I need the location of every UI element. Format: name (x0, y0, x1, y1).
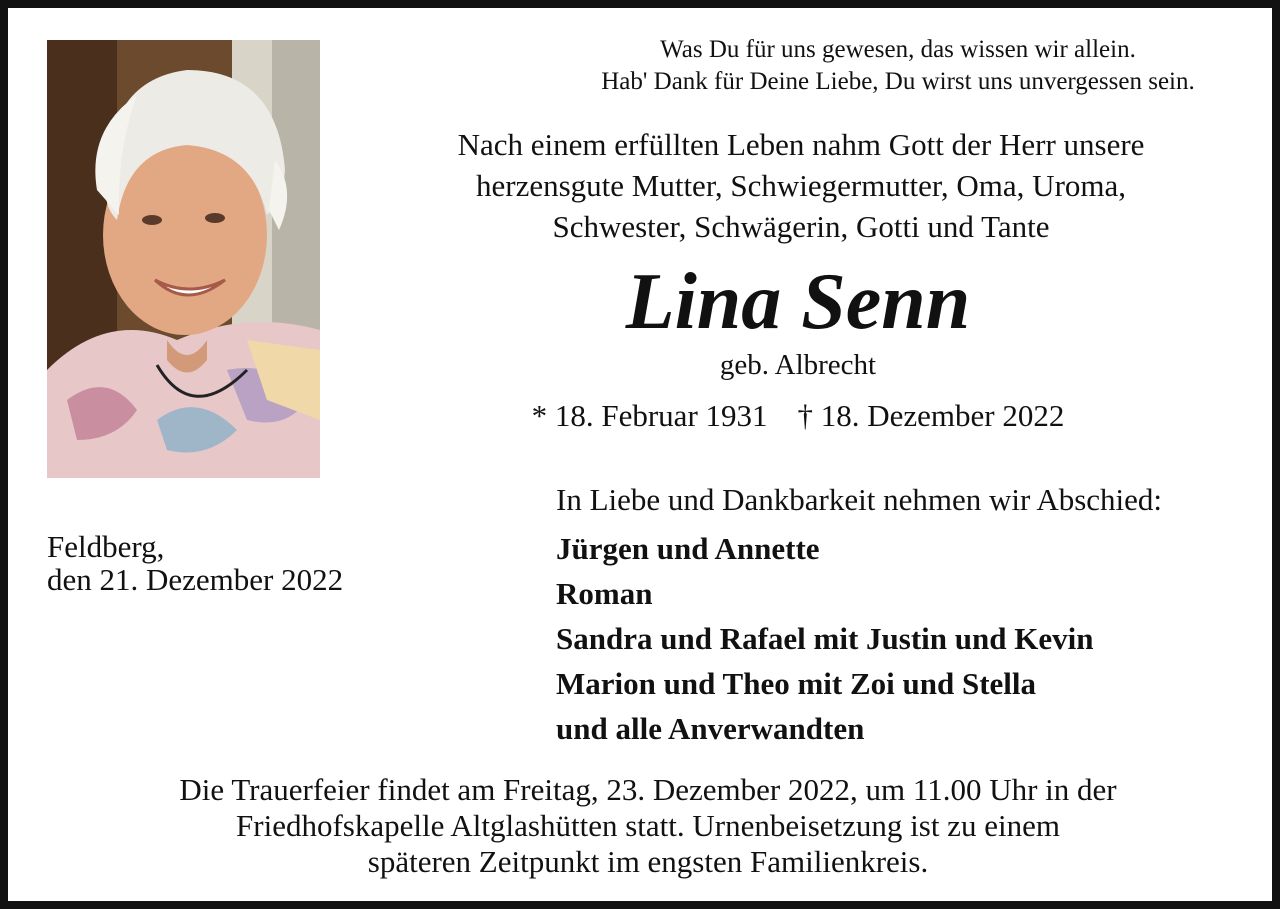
mourner-entry: Sandra und Rafael mit Justin und Kevin (556, 621, 1094, 656)
mourner-entry: und alle Anverwandten (556, 711, 865, 746)
mourner-entry: Jürgen und Annette (556, 531, 820, 566)
service-line-1: Die Trauerfeier findet am Freitag, 23. Dezember 2022, um 11.00 Uhr in der (179, 772, 1117, 807)
deceased-name: Lina Senn (625, 258, 971, 346)
service-information (68, 772, 1228, 880)
maiden-name: geb. Albrecht (719, 349, 877, 381)
intro-line-1: Nach einem erfüllten Leben nahm Gott der Herr unsere (457, 127, 1145, 162)
verse-line-1: Was Du für uns gewesen, das wissen wir allein. (660, 36, 1136, 63)
mourners-list (556, 526, 1256, 751)
notice-date: den 21. Dezember 2022 (47, 562, 344, 597)
mourner-entry: Roman (556, 576, 653, 611)
intro-line-3: Schwester, Schwägerin, Gotti und Tante (552, 209, 1050, 244)
death-date: † 18. Dezember 2022 (797, 398, 1065, 433)
verse-line-2: Hab' Dank für Deine Liebe, Du wirst uns unvergessen sein. (601, 68, 1195, 95)
birth-date: * 18. Februar 1931 (531, 398, 768, 433)
service-line-3: späteren Zeitpunkt im engsten Familienkreis. (367, 844, 929, 879)
portrait-illustration (47, 40, 320, 478)
farewell-line: In Liebe und Dankbarkeit nehmen wir Abschied: (556, 482, 1163, 517)
portrait-photo (47, 40, 320, 478)
mourner-entry: Marion und Theo mit Zoi und Stella (556, 666, 1037, 701)
service-line-2: Friedhofskapelle Altglashütten statt. Urnenbeisetzung ist zu einem (236, 808, 1060, 843)
intro-line-2: herzensgute Mutter, Schwiegermutter, Oma, Uroma, (475, 168, 1127, 203)
place: Feldberg, (47, 529, 165, 564)
life-dates (448, 396, 1148, 436)
place-and-date (47, 530, 447, 596)
announcement-intro (378, 124, 1224, 247)
memorial-verse (548, 34, 1248, 98)
